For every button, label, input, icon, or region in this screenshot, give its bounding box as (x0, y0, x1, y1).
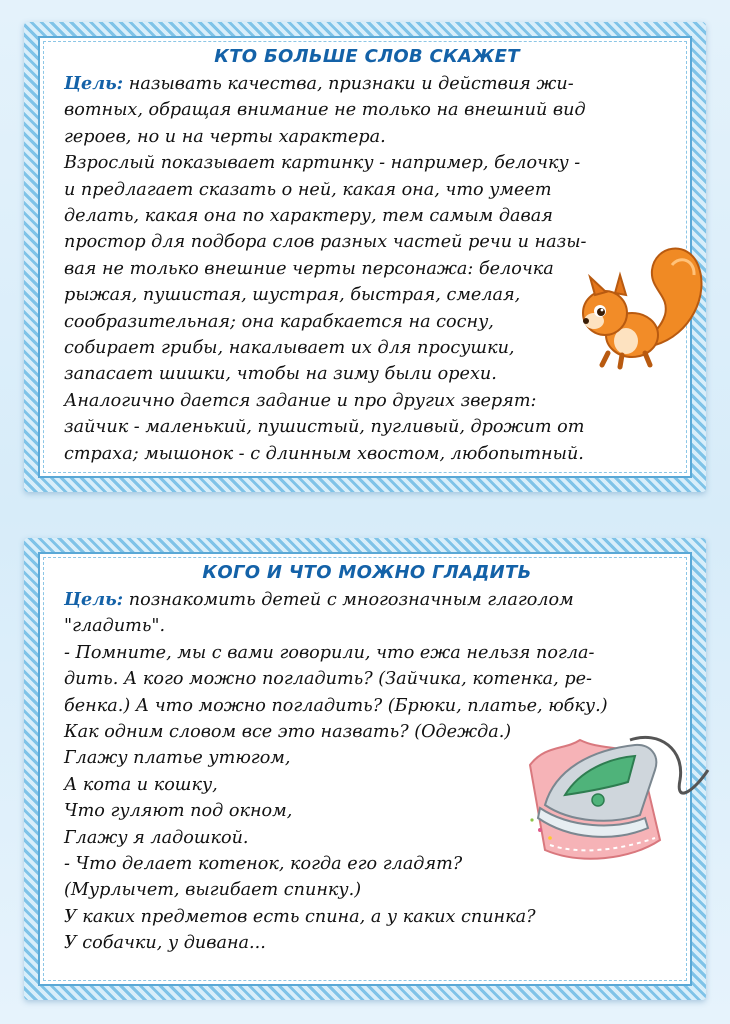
text-line: Аналогично дается задание и про других зверят: (64, 390, 537, 411)
text-line: - Помните, мы с вами говорили, что ежа нельзя погла- (64, 642, 595, 663)
text-line: Взрослый показывает картинку - например, белочку - (64, 153, 581, 174)
text-line: бенка.) А что можно погладить? (Брюки, платье, юбку.) (64, 695, 608, 716)
text-line: Как одним словом все это назвать? (Одежда.) (64, 722, 512, 743)
text-line: и предлагает сказать о ней, какая она, что умеет (64, 179, 552, 200)
text-line: собирает грибы, накалывает их для просушки, (64, 338, 515, 359)
text-line: простор для подбора слов разных частей речи и назы- (64, 232, 587, 253)
goal-text: называть качества, признаки и действия жи- (123, 74, 574, 94)
text-line: Глажу я ладошкой. (64, 827, 249, 848)
text-line: дить. А кого можно погладить? (Зайчика, котенка, ре- (64, 669, 592, 690)
text-line: У собачки, у дивана... (64, 933, 266, 954)
text-line: А кота и кошку, (64, 774, 218, 795)
goal-label: Цель: (64, 73, 124, 94)
text-line: запасает шишки, чтобы на зиму были орехи. (64, 364, 497, 385)
text-line: зайчик - маленький, пушистый, пугливый, дрожит от (64, 417, 585, 438)
squirrel-icon (560, 235, 710, 385)
goal-text: познакомить детей с многозначным глаголом (123, 590, 574, 610)
goal-line (64, 71, 670, 97)
text-line: сообразительная; она карабкается на сосну, (64, 311, 494, 332)
text-line: У каких предметов есть спина, а у каких спинка? (64, 906, 536, 927)
goal-label: Цель: (64, 589, 124, 610)
card-title: КТО БОЛЬШЕ СЛОВ СКАЖЕТ (214, 46, 520, 67)
text-line: - Что делает котенок, когда его гладят? (64, 854, 463, 875)
text-line: героев, но и на черты характера. (64, 126, 386, 147)
text-line: вотных, обращая внимание не только на внешний вид (64, 100, 586, 121)
text-line: Что гуляют под окном, (64, 801, 293, 822)
text-line: (Мурлычет, выгибает спинку.) (64, 880, 362, 901)
goal-line (64, 587, 670, 613)
text-line: Глажу платье утюгом, (64, 748, 291, 769)
iron-icon (510, 710, 715, 870)
text-line: страха; мышонок - с длинным хвостом, любопытный. (64, 443, 584, 464)
text-line: рыжая, пушистая, шустрая, быстрая, смелая, (64, 285, 521, 306)
card-title: КОГО И ЧТО МОЖНО ГЛАДИТЬ (202, 562, 532, 583)
text-line: "гладить". (64, 616, 166, 637)
text-line: делать, какая она по характеру, тем самым давая (64, 206, 553, 227)
text-line: вая не только внешние черты персонажа: белочка (64, 258, 554, 279)
